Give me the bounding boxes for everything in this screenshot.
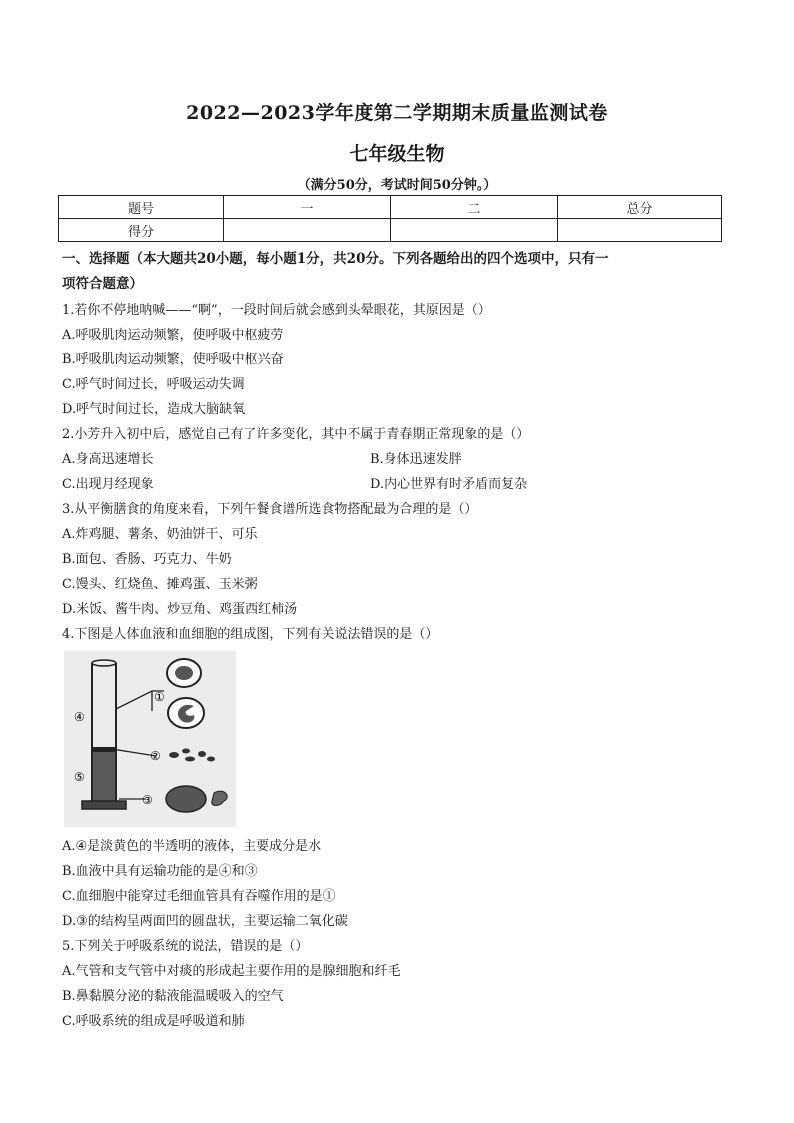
- section-heading: 项符合题意）: [62, 276, 143, 292]
- question-option: B.面包、香肠、巧克力、牛奶: [62, 552, 232, 567]
- score-table: [58, 195, 722, 242]
- question-stem: 5.下列关于呼吸系统的说法，错误的是（）: [62, 939, 309, 954]
- question-option: A.气管和支气管中对痰的形成起主要作用的是腺细胞和纤毛: [62, 964, 401, 979]
- question-option: B.呼吸肌肉运动频繁，使呼吸中枢兴奋: [62, 352, 284, 367]
- figure-label: ⑤: [74, 770, 85, 784]
- exam-subtitle: 七年级生物: [349, 143, 445, 165]
- section-heading: 一、选择题（本大题共20小题，每小题1分，共20分。下列各题给出的四个选项中，只有一: [62, 251, 609, 267]
- question-option: D.米饭、酱牛肉、炒豆角、鸡蛋西红柿汤: [62, 602, 298, 617]
- blood-composition-figure: [64, 651, 236, 827]
- question-option: B.鼻黏膜分泌的黏液能温暖吸入的空气: [62, 989, 284, 1004]
- question-option: C.呼气时间过长，呼吸运动失调: [62, 377, 245, 392]
- question-option: D.③的结构呈两面凹的圆盘状，主要运输二氧化碳: [62, 914, 348, 929]
- question-option: B.身体迅速发胖: [370, 452, 462, 467]
- question-option: A.炸鸡腿、薯条、奶油饼干、可乐: [62, 527, 258, 542]
- score-entry-cell[interactable]: [224, 219, 391, 242]
- score-entry-cell[interactable]: [558, 219, 722, 242]
- score-cell: 得分: [59, 219, 224, 242]
- question-option: C.出现月经现象: [62, 477, 154, 492]
- question-stem: 1.若你不停地呐喊——“啊”，一段时间后就会感到头晕眼花，其原因是（）: [62, 303, 491, 318]
- question-option: D.内心世界有时矛盾而复杂: [370, 477, 528, 492]
- score-cell: 总分: [558, 196, 722, 219]
- figure-label: ④: [74, 710, 85, 724]
- question-stem: 3.从平衡膳食的角度来看，下列午餐食谱所选食物搭配最为合理的是（）: [62, 502, 478, 517]
- question-stem: 2.小芳升入初中后，感觉自己有了许多变化，其中不属于青春期正常现象的是（）: [62, 427, 530, 442]
- figure-label: ①: [154, 690, 165, 704]
- score-entry-cell[interactable]: [391, 219, 558, 242]
- question-option: D.呼气时间过长，造成大脑缺氧: [62, 402, 246, 417]
- question-option: A.呼吸肌肉运动频繁，使呼吸中枢疲劳: [62, 328, 284, 343]
- score-table-score-row: [59, 219, 722, 242]
- question-option: B.血液中具有运输功能的是④和③: [62, 864, 258, 879]
- figure-label: ③: [142, 793, 153, 807]
- question-option: A.身高迅速增长: [62, 452, 154, 467]
- score-cell: 二: [391, 196, 558, 219]
- question-option: C.呼吸系统的组成是呼吸道和肺: [62, 1014, 245, 1029]
- question-option: C.馒头、红烧鱼、摊鸡蛋、玉米粥: [62, 577, 258, 592]
- exam-note: （满分50分，考试时间50分钟。）: [297, 178, 497, 193]
- question-stem: 4.下图是人体血液和血细胞的组成图，下列有关说法错误的是（）: [62, 627, 439, 642]
- exam-title: 2022—2023学年度第二学期期末质量监测试卷: [186, 102, 608, 124]
- question-option: A.④是淡黄色的半透明的液体，主要成分是水: [62, 839, 322, 854]
- figure-label: ②: [150, 749, 161, 763]
- score-cell: 题号: [59, 196, 224, 219]
- score-table-header-row: [59, 196, 722, 219]
- score-cell: 一: [224, 196, 391, 219]
- question-option: C.血细胞中能穿过毛细血管具有吞噬作用的是①: [62, 889, 336, 904]
